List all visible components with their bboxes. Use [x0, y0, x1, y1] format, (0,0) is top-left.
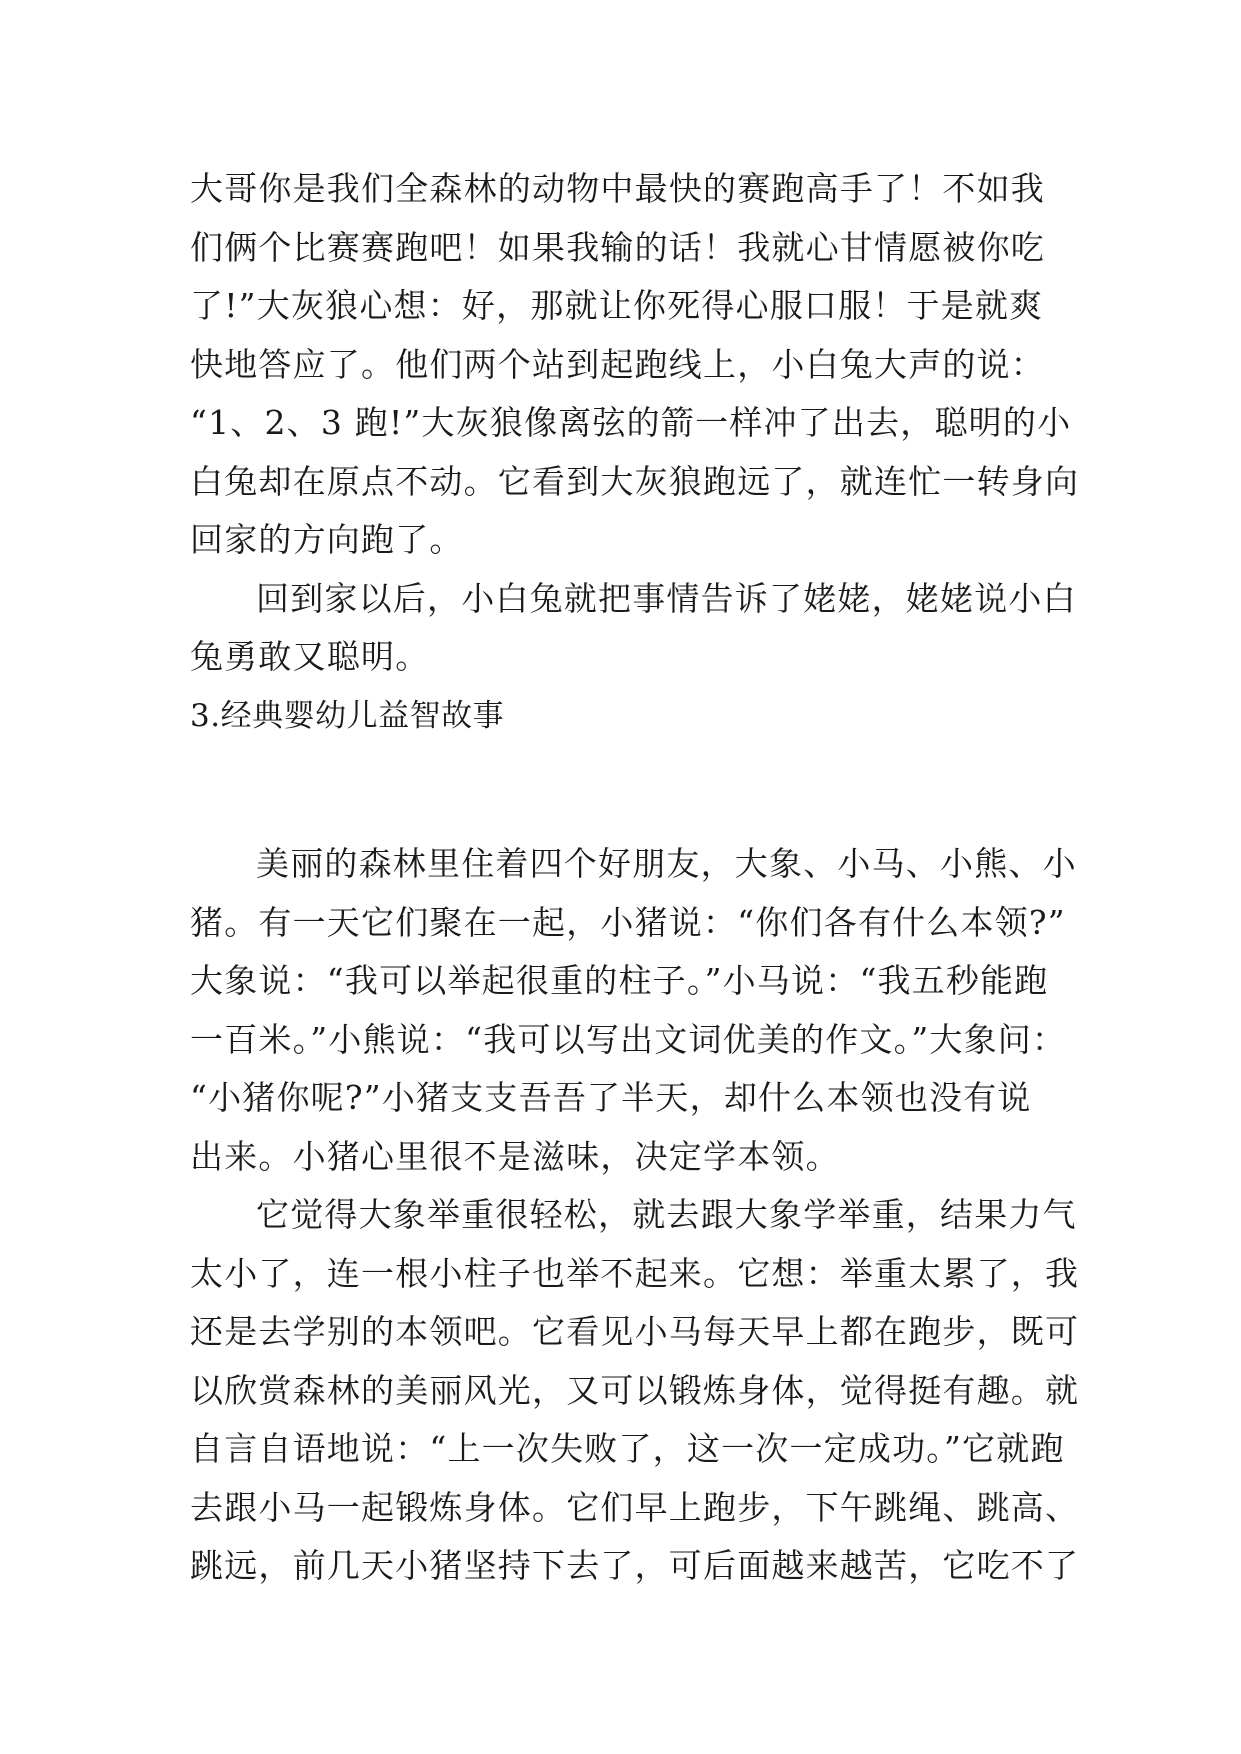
- text-line: 跳远，前几天小猪坚持下去了，可后面越来越苦，它吃不了: [190, 1546, 1080, 1585]
- text-line: 它觉得大象举重很轻松，就去跟大象学举重，结果力气: [256, 1195, 1077, 1234]
- text-line: “小猪你呢?”小猪支支吾吾了半天，却什么本领也没有说: [190, 1078, 1032, 1117]
- text-line: 还是去学别的本领吧。它看见小马每天早上都在跑步，既可: [190, 1312, 1080, 1351]
- text-line: 快地答应了。他们两个站到起跑线上，小白兔大声的说：: [190, 344, 1045, 384]
- text-line: 回家的方向跑了。: [190, 520, 464, 559]
- text-line: 猪。有一天它们聚在一起，小猪说：“你们各有什么本领?”: [190, 902, 1066, 942]
- text-line: 去跟小马一起锻炼身体。它们早上跑步，下午跳绳、跳高、: [190, 1487, 1080, 1527]
- text-line: 美丽的森林里住着四个好朋友，大象、小马、小熊、小: [256, 844, 1077, 883]
- text-line: 们俩个比赛赛跑吧！如果我输的话！我就心甘情愿被你吃: [190, 227, 1045, 267]
- text-line: 自言自语地说：“上一次失败了，这一次一定成功。”它就跑: [190, 1429, 1065, 1468]
- text-line: 以欣赏森林的美丽风光，又可以锻炼身体，觉得挺有趣。就: [190, 1370, 1080, 1410]
- text-line: 兔勇敢又聪明。: [190, 637, 430, 676]
- text-line: 了!”大灰狼心想：好，那就让你死得心服口服！于是就爽: [190, 286, 1044, 325]
- text-line: “1、2、3 跑!”大灰狼像离弦的箭一样冲了出去，聪明的小: [190, 403, 1072, 442]
- document-page: [190, 160, 1080, 1596]
- section-gap: [190, 745, 1055, 835]
- text-line: 大象说：“我可以举起很重的柱子。”小马说：“我五秒能跑: [190, 961, 1049, 1000]
- section-heading: 3.经典婴幼儿益智故事: [190, 697, 505, 734]
- story-paragraph-2: [190, 570, 1077, 687]
- text-line: 回到家以后，小白兔就把事情告诉了姥姥，姥姥说小白: [256, 578, 1077, 618]
- story-paragraph-1: [190, 160, 1080, 570]
- text-line: 出来。小猪心里很不是滋味，决定学本领。: [190, 1136, 840, 1176]
- text-line: 一百米。”小熊说：“我可以写出文词优美的作文。”大象问：: [190, 1019, 1067, 1059]
- text-line: 太小了，连一根小柱子也举不起来。它想：举重太累了，我: [190, 1253, 1080, 1293]
- story-paragraph-4: [190, 1186, 1080, 1596]
- text-line: 白兔却在原点不动。它看到大灰狼跑远了，就连忙一转身向: [190, 461, 1080, 501]
- story-paragraph-3: [190, 835, 1077, 1186]
- text-line: 大哥你是我们全森林的动物中最快的赛跑高手了！不如我: [190, 169, 1045, 208]
